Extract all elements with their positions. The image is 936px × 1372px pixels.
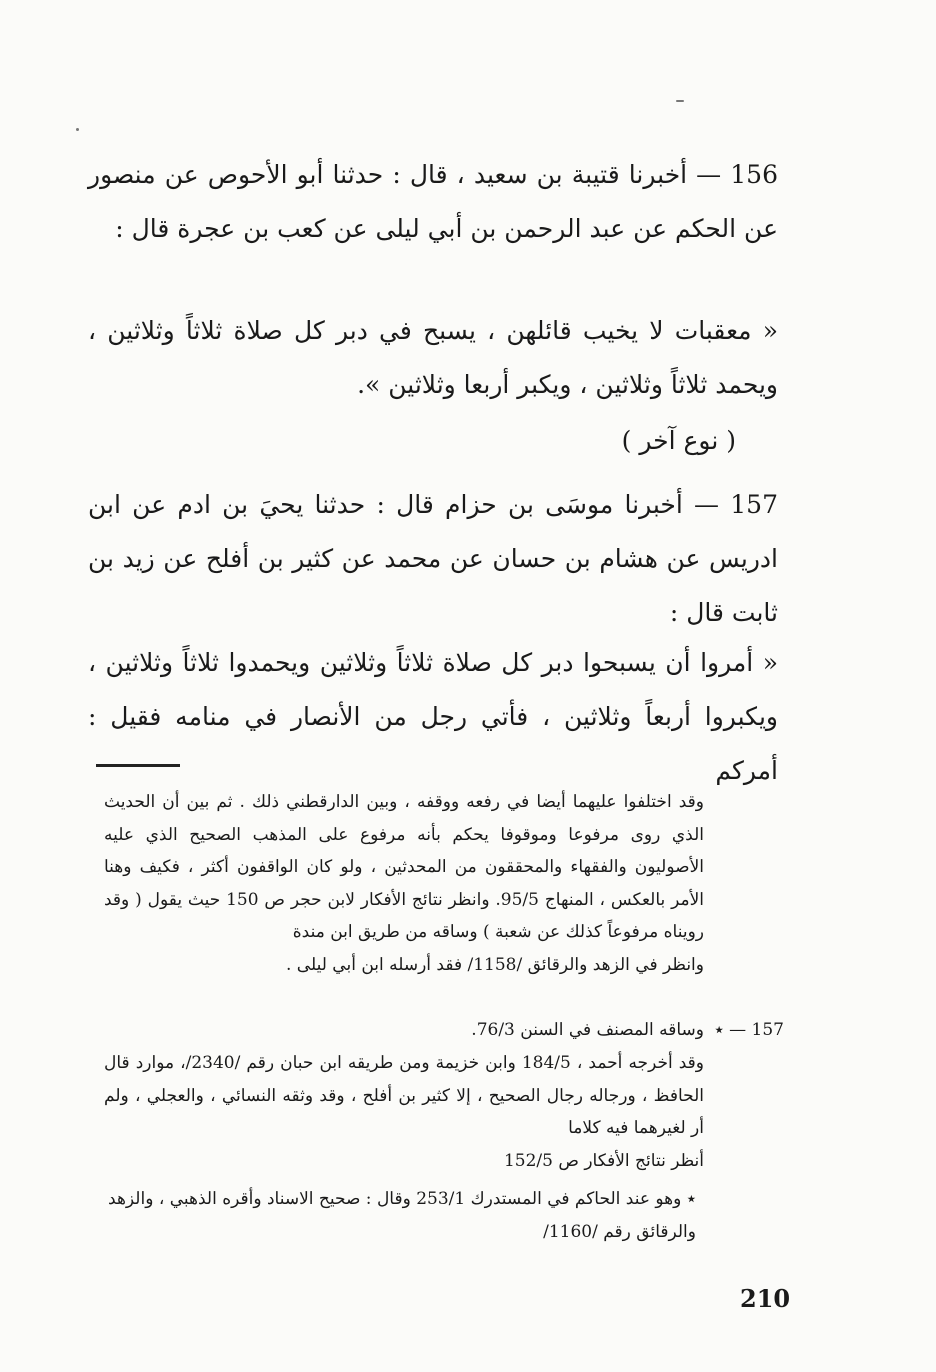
footnote-156-a: وقد اختلفوا عليهما أيضا في رفعه ووقفه ، وبين الدارقطني ذلك . ثم بين أن الحديث الذي روى مرفوعا وموقوفا يحكم بأنه مرفوع على المذهب الصحيح الذي عليه الأصوليون والفقهاء والمحققون من المحدثين ، ولو كان الواقفون أكثر ، فكيف وهنا الأمر بالعكس ، المنهاج 95/5. وانظر نتائج الأفكار لابن حجر ص 150 حيث يقول ( وقد رويناه مرفوعاً كذلك عن شعبة ) وساقه من طريق ابن مندة xyxy=(104,792,704,942)
footnote-157-c: أنظر نتائج الأفكار ص 152/5 xyxy=(503,1150,704,1171)
hadith-156-matn: « معقبات لا يخيب قائلهن ، يسبح في دبر كل صلاة ثلاثاً وثلاثين ، ويحمد ثلاثاً وثلاثين ، ويكبر أربعا وثلاثين ». xyxy=(88,316,778,399)
hadith-156-text xyxy=(88,304,778,412)
hadith-156-isnad-text: 156 — أخبرنا قتيبة بن سعيد ، قال : حدثنا أبو الأحوص عن منصور عن الحكم عن عبد الرحمن بن أبي ليلى عن كعب بن عجرة قال : xyxy=(88,160,778,243)
footnote-157-marker: 157 — ٭ xyxy=(714,1020,784,1040)
hadith-157-matn: « أمروا أن يسبحوا دبر كل صلاة ثلاثاً وثلاثين ويحمدوا ثلاثاً وثلاثين ، ويكبروا أربعاً وثلاثين ، فأتي رجل من الأنصار في منامه فقيل : أمركم xyxy=(88,648,778,785)
hadith-157-text xyxy=(88,636,778,798)
footnote-156-b: وانظر في الزهد والرقائق /1158/ فقد أرسله ابن أبي ليلى . xyxy=(285,954,704,975)
scan-speck xyxy=(676,100,684,102)
footnote-157-b: وقد أخرجه أحمد ، 184/5 وابن خزيمة ومن طريقه ابن حبان رقم /2340/، موارد قال الحافظ ، ورجاله رجال الصحيح ، إلا كثير بن أفلح ، وقد وثقه النسائي ، والعجلي ، ولم أر لغيرهما فيه كلاما xyxy=(104,1053,704,1138)
hadith-156-isnad xyxy=(88,148,778,256)
scan-speck xyxy=(76,128,79,131)
page-number: 210 xyxy=(740,1284,791,1313)
footnotes-157 xyxy=(104,1047,704,1177)
footnotes-156 xyxy=(104,786,704,981)
section-heading: ( نوع آخر ) xyxy=(621,426,736,455)
footnote-star: ٭ وهو عند الحاكم في المستدرك 253/1 وقال : صحيح الاسناد وأقره الذهبي ، والزهد والرقائق رقم /1160/ xyxy=(108,1189,696,1242)
footnote-separator xyxy=(96,764,180,767)
footnote-157-a: وساقه المصنف في السنن 76/3. xyxy=(471,1020,704,1040)
hadith-157-isnad-text: 157 — أخبرنا موسَى بن حزام قال : حدثنا يحيَ بن ادم عن ابن ادريس عن هشام بن حسان عن محمد عن كثير بن أفلح عن زيد بن ثابت قال : xyxy=(88,490,778,627)
hadith-157-isnad xyxy=(88,478,778,640)
